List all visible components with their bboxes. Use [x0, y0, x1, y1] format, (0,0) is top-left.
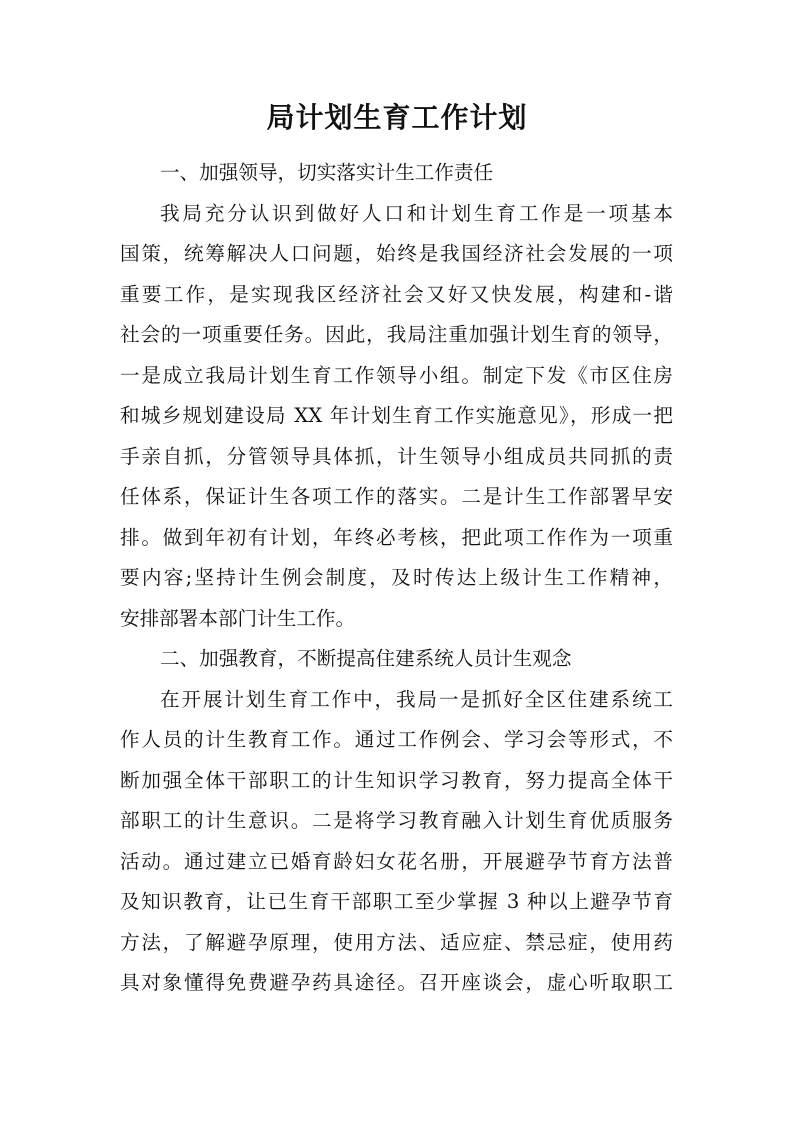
text-line: 断加强全体干部职工的计生知识学习教育，努力提高全体干 — [120, 768, 673, 792]
text-line: 在开展计划生育工作中，我局一是抓好全区住建系统工 — [160, 687, 673, 711]
text-line: 排。做到年初有计划，年终必考核，把此项工作作为一项重 — [120, 525, 673, 549]
text-line: 安排部署本部门计生工作。 — [120, 606, 356, 630]
text-line: 活动。通过建立已婚育龄妇女花名册，开展避孕节育方法普 — [120, 849, 673, 873]
text-line: 部职工的计生意识。二是将学习教育融入计划生育优质服务 — [120, 809, 673, 832]
text-line: 我局充分认识到做好人口和计划生育工作是一项基本 — [160, 201, 673, 225]
text-line: 重要工作，是实现我区经济社会又好又快发展，构建和-谐 — [120, 282, 673, 306]
text-line: 一是成立我局计划生育工作领导小组。制定下发《市区住房 — [120, 363, 673, 387]
text-line: 任体系，保证计生各项工作的落实。二是计生工作部署早安 — [120, 485, 673, 508]
text-line: 作人员的计生教育工作。通过工作例会、学习会等形式，不 — [120, 728, 673, 751]
text-line: 和城乡规划建设局 XX 年计划生育工作实施意见》，形成一把 — [120, 404, 673, 427]
text-line: 二、加强教育，不断提高住建系统人员计生观念 — [160, 647, 572, 670]
text-line: 国策，统筹解决人口问题，始终是我国经济社会发展的一项 — [120, 242, 673, 265]
text-line: 一、加强领导，切实落实计生工作责任 — [160, 161, 494, 184]
text-line: 方法，了解避孕原理，使用方法、适应症、禁忌症，使用药 — [120, 930, 673, 954]
document-title: 局计划生育工作计划 — [266, 101, 528, 134]
document-body — [120, 153, 673, 1004]
text-line: 要内容;坚持计生例会制度，及时传达上级计生工作精神， — [120, 566, 673, 589]
text-line: 手亲自抓，分管领导具体抓，计生领导小组成员共同抓的责 — [120, 444, 673, 468]
text-line: 具对象懂得免费避孕药具途径。召开座谈会，虚心听取职工 — [120, 971, 673, 994]
text-line: 社会的一项重要任务。因此，我局注重加强计划生育的领导， — [120, 323, 673, 346]
text-line: 及知识教育，让已生育干部职工至少掌握 3 种以上避孕节育 — [120, 890, 673, 913]
